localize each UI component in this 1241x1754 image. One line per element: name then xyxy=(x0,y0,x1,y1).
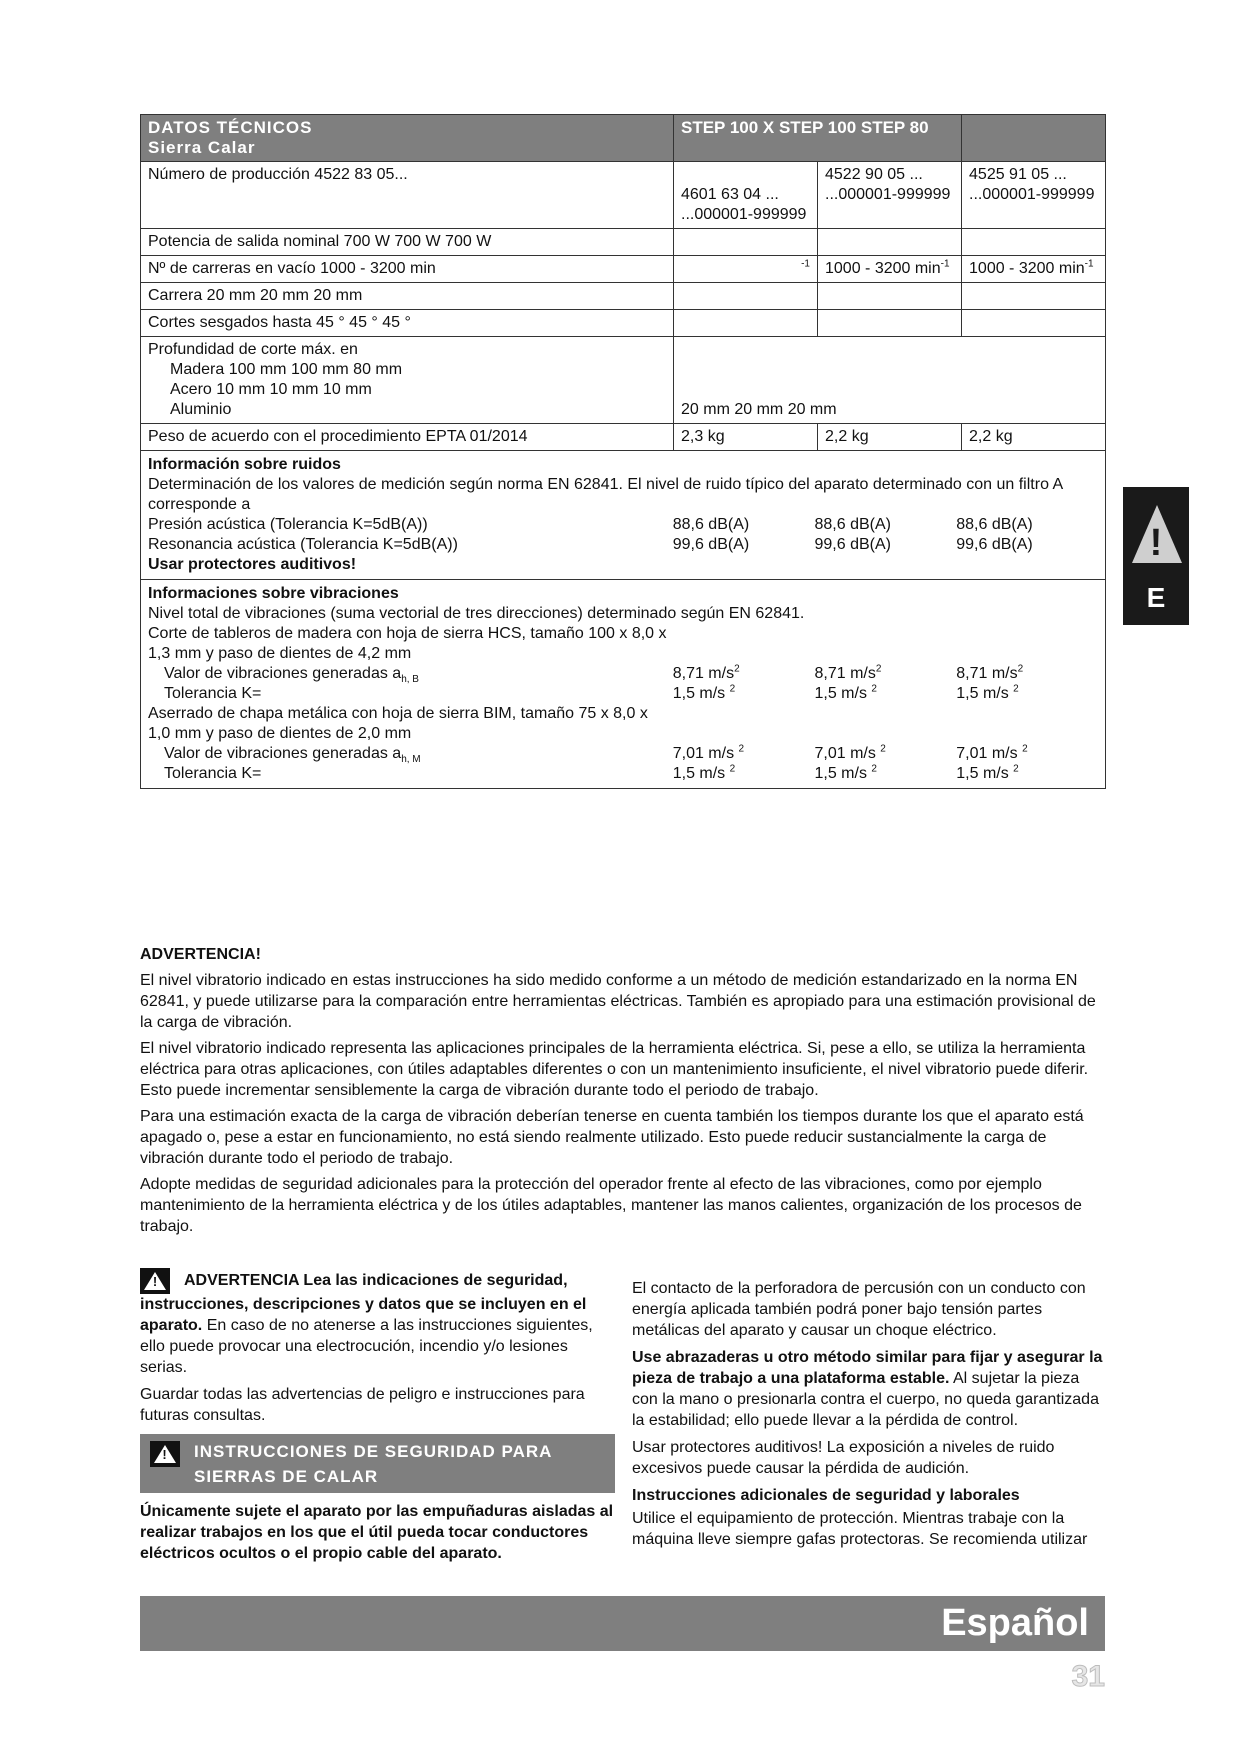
table-row xyxy=(141,162,1106,229)
prod-c2a: 4522 90 05 ... xyxy=(825,166,923,183)
weight-label: Peso de acuerdo con el procedimiento EPTA 01/2014 xyxy=(141,424,674,451)
table-row xyxy=(141,337,1106,424)
warning-p1: El nivel vibratorio indicado en estas instrucciones ha sido medido conforme a un método de medición estandarizado en la norma EN 62841, y puede utilizarse para la comparación entre herramientas eléctricas. También es apropiado para una estimación provisional de la carga de vibración. xyxy=(140,972,1096,1031)
clamp-bold: Use abrazaderas u otro método similar para fijar y asegurar la pieza de trabajo a una plataforma estable. xyxy=(632,1349,1103,1387)
vib-col-1: 8,71 $m/s^2$ 1,5 m/s $^2$ 7,01 m/s $^2$ 1,5 m/s $^2$ xyxy=(672,663,745,782)
noise-warning: Usar protectores auditivos! xyxy=(148,556,357,573)
depth-label: Profundidad de corte máx. en xyxy=(148,341,358,358)
prod-cell-1 xyxy=(674,162,818,229)
prod-c1a: 4601 63 04 ... xyxy=(681,186,779,203)
power-level-value-3: 99,6 dB(A) xyxy=(956,536,1033,553)
noise-desc: Determinación de los valores de medición según norma EN 62841. El nivel de ruido típico del aparato determinado con un filtro A corresponde a xyxy=(148,476,1063,513)
adv-bold: ADVERTENCIA Lea las indicaciones de seguridad, instrucciones, descripciones y datos que se incluyen en el aparato. xyxy=(140,1272,587,1334)
extra-title: Instrucciones adicionales de seguridad y laborales xyxy=(632,1487,1020,1504)
header-title: DATOS TÉCNICOS xyxy=(148,118,313,137)
footer-bar xyxy=(140,1596,1105,1651)
table-row xyxy=(141,424,1106,451)
power-label: Potencia de salida nominal 700 W 700 W 700 W xyxy=(141,229,674,256)
vib-sub-b: h, B xyxy=(401,674,419,686)
vib-value-label-b: Valor de vibraciones generadas a xyxy=(164,665,402,682)
table-header-row xyxy=(141,115,1106,162)
safety-title: INSTRUCCIONES DE SEGURIDAD PARA SIERRAS DE CALAR xyxy=(194,1442,552,1486)
vibration-title: Informaciones sobre vibraciones xyxy=(148,585,399,602)
header-subtitle: Sierra Calar xyxy=(148,138,256,157)
warning-title: ADVERTENCIA! xyxy=(140,946,261,963)
depth-steel: Acero 10 mm 10 mm 10 mm xyxy=(170,381,372,398)
warning-p2: El nivel vibratorio indicado representa las aplicaciones principales de la herramienta eléctrica. Si, pese a ello, se utiliza la herramienta eléctrica para otras aplicaciones, con útiles adaptables diferentes o con un mantenimiento insuficiente, el nivel vibratorio puede diferir. Esto puede incrementar sensiblemente la carga de vibración durante todo el periodo de trabajo. xyxy=(140,1040,1089,1099)
strokes-label: Nº de carreras en vacío 1000 - 3200 min xyxy=(141,256,674,283)
prod-c3a: 4525 91 05 ... xyxy=(969,166,1067,183)
table-row xyxy=(141,229,1106,256)
power-level-value-2: 99,6 dB(A) xyxy=(814,536,891,553)
noise-title: Información sobre ruidos xyxy=(148,456,341,473)
exclamation-icon: ! xyxy=(1149,522,1163,564)
prod-label: Número de producción 4522 83 05... xyxy=(141,162,674,229)
vibration-desc: Nivel total de vibraciones (suma vectorial de tres direcciones) determinado según EN 62841. xyxy=(148,605,805,622)
vib-col-2: 8,71 $m/s^2$ 1,5 m/s $^2$ 7,01 m/s $^2$ 1,5 m/s $^2$ xyxy=(814,663,886,782)
warning-triangle-icon xyxy=(140,1268,170,1294)
pressure-value-2: 88,6 dB(A) xyxy=(814,516,891,533)
technical-data-table xyxy=(140,114,1106,789)
header-empty-cell xyxy=(962,115,1106,162)
prod-cell-2 xyxy=(818,162,962,229)
page-number: 31 xyxy=(1071,1660,1105,1693)
depth-alu: Aluminio xyxy=(170,401,232,418)
table-row xyxy=(141,283,1106,310)
weight-c3: 2,2 kg xyxy=(962,424,1106,451)
adv-rest: En caso de no atenerse a las instrucciones siguientes, ello puede provocar una electrocución, incendio y/o lesiones serias. xyxy=(140,1317,593,1376)
pressure-label: Presión acústica (Tolerancia K=5dB(A)) xyxy=(148,516,428,533)
prod-c3b: ...000001-999999 xyxy=(969,186,1095,203)
prod-c1b: ...000001-999999 xyxy=(681,206,807,223)
vib-value-label-m: Valor de vibraciones generadas a xyxy=(164,745,402,762)
side-tab-letter: E xyxy=(1146,582,1166,613)
vib-sub-m: h, M xyxy=(401,754,421,766)
pressure-value-1: 88,6 dB(A) xyxy=(672,516,750,533)
weight-c2: 2,2 kg xyxy=(818,424,962,451)
bevel-label: Cortes sesgados hasta 45 ° 45 ° 45 ° xyxy=(141,310,674,337)
right-column xyxy=(632,1278,1107,1556)
vib-tol-label-b: Tolerancia K= xyxy=(164,685,262,702)
power-level-label: Resonancia acústica (Tolerancia K=5dB(A)) xyxy=(148,536,458,553)
stroke-length-label: Carrera 20 mm 20 mm 20 mm xyxy=(141,283,674,310)
keep-instructions: Guardar todas las advertencias de peligro e instrucciones para futuras consultas. xyxy=(140,1386,585,1424)
footer-language: Español xyxy=(941,1602,1089,1644)
header-models: STEP 100 X STEP 100 STEP 80 xyxy=(674,115,962,162)
vib-metal-desc: Aserrado de chapa metálica con hoja de sierra BIM, tamaño 75 x 8,0 x 1,0 mm y paso de dientes de 2,0 mm xyxy=(148,705,648,742)
noise-section xyxy=(141,451,1106,580)
language-side-tab xyxy=(1123,487,1189,625)
depth-cell xyxy=(141,337,674,424)
extra-body: Utilice el equipamiento de protección. Mientras trabaje con la máquina lleve siempre gafas protectoras. Se recomienda utilizar xyxy=(632,1510,1088,1548)
vibration-section xyxy=(141,580,1106,789)
depth-wood: Madera 100 mm 100 mm 80 mm xyxy=(170,361,403,378)
clamp-rest: Al sujetar la pieza con la mano o presionarla contra el cuerpo, no queda garantizada la estabilidad; ello puede llevar a la pérdida de control. xyxy=(632,1370,1099,1429)
left-column xyxy=(140,1268,615,1570)
contact-text: El contacto de la perforadora de percusión con un conducto con energía aplicada también podrá poner bajo tensión partes metálicas del aparato y causar un choque eléctrico. xyxy=(632,1280,1086,1339)
warning-body xyxy=(140,970,1105,1242)
strokes-c3: 1000 - 3200 min xyxy=(969,260,1085,277)
hearing-text: Usar protectores auditivos! La exposición a niveles de ruido excesivos puede causar la pérdida de audición. xyxy=(632,1439,1055,1477)
prod-cell-3 xyxy=(962,162,1106,229)
vib-col-3: 8,71 $m/s^2$ 1,5 m/s $^2$ 7,01 m/s $^2$ 1,5 m/s $^2$ xyxy=(956,663,1028,782)
table-row: Nº de carreras en vacío 1000 - 3200 min $^{-1}$ 1000 - 3200 $\min^{-1}$ 1000 - 3200 $\min^{-1}$ xyxy=(141,256,1106,283)
table-row xyxy=(141,580,1106,789)
header-title-cell xyxy=(141,115,674,162)
warning-p3: Para una estimación exacta de la carga de vibración deberían tenerse en cuenta también los tiempos durante los que el aparato está apagado o, pese a estar en funcionamiento, no está siendo realmente utilizado. Esto puede reducir sustancialmente la carga de vibración durante todo el periodo de trabajo. xyxy=(140,1108,1084,1167)
warning-p4: Adopte medidas de seguridad adicionales para la protección del operador frente al efecto de las vibraciones, como por ejemplo mantenimiento de la herramienta eléctrica y de los útiles adaptables, mantener las manos calientes, organización de los procesos de trabajo. xyxy=(140,1176,1082,1235)
grip-instruction: Únicamente sujete el aparato por las empuñaduras aisladas al realizar trabajos en los que el útil pueda tocar conductores eléctricos ocultos o el propio cable del aparato. xyxy=(140,1503,614,1562)
pressure-value-3: 88,6 dB(A) xyxy=(956,516,1033,533)
weight-c1: 2,3 kg xyxy=(674,424,818,451)
strokes-c2: 1000 - 3200 min xyxy=(825,260,941,277)
table-row xyxy=(141,310,1106,337)
safety-heading-bar xyxy=(140,1434,615,1493)
depth-alu-values: 20 mm 20 mm 20 mm xyxy=(674,337,1106,424)
prod-c2b: ...000001-999999 xyxy=(825,186,951,203)
vib-wood-desc: Corte de tableros de madera con hoja de sierra HCS, tamaño 100 x 8,0 x 1,3 mm y paso de dientes de 4,2 mm xyxy=(148,625,667,662)
table-row xyxy=(141,451,1106,580)
power-level-value-1: 99,6 dB(A) xyxy=(672,536,750,553)
strokes-sup: -1 xyxy=(801,258,810,270)
vib-tol-label-m: Tolerancia K= xyxy=(164,765,262,782)
warning-triangle-icon xyxy=(150,1441,180,1467)
